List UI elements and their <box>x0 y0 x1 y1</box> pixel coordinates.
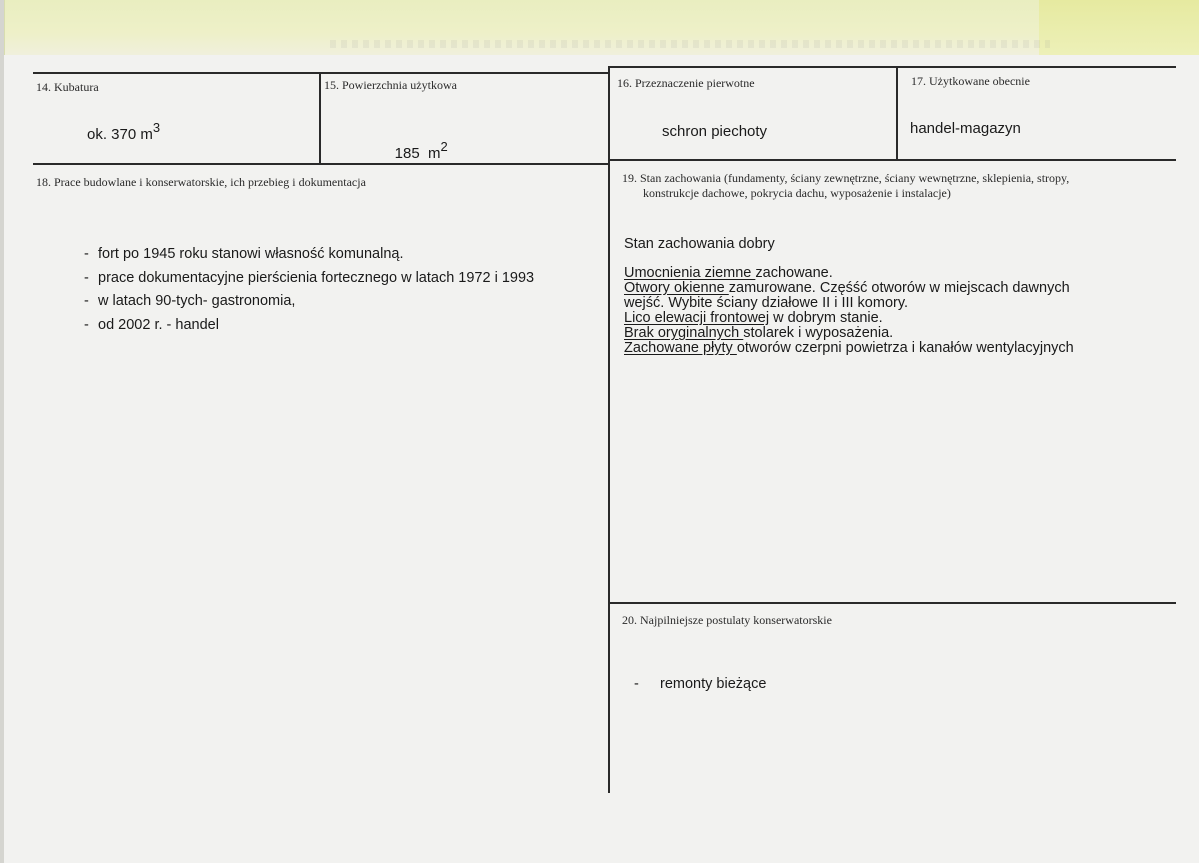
field-20-item-text: remonty bieżące <box>660 676 767 692</box>
field-15-unit-exponent: 2 <box>440 139 448 154</box>
detail-line <box>624 326 1124 341</box>
tape-faint-writing <box>330 40 1050 48</box>
field-17-value: handel-magazyn <box>910 120 1021 137</box>
field-18-label: 18. Prace budowlane i konserwatorskie, ich przebieg i dokumentacja <box>36 175 366 189</box>
detail-underlined: Zachowane płyty <box>624 340 737 356</box>
bullet-dash: - <box>84 316 89 333</box>
list-item <box>84 243 534 267</box>
grid-line-top-left <box>33 72 610 74</box>
field-17-label: 17. Użytkowane obecnie <box>911 74 1030 88</box>
detail-underlined: Otwory okienne <box>624 280 729 296</box>
detail-text: stolarek i wyposażenia. <box>743 325 894 341</box>
list-item-text: w latach 90-tych- gastronomia, <box>98 293 296 309</box>
bullet-dash: - <box>84 246 89 262</box>
list-item-text: fort po 1945 roku stanowi własność komunalną. <box>98 246 404 262</box>
grid-line-row3-right <box>608 602 1176 604</box>
tape-highlight <box>1039 0 1199 55</box>
detail-text: otworów czerpni powietrza i kanałów wentylacyjnych <box>736 340 1074 356</box>
detail-underlined: Umocnienia ziemne <box>624 265 756 281</box>
field-16-label: 16. Przeznaczenie pierwotne <box>617 76 755 90</box>
detail-text: wejść. Wybite ściany działowe II i III komory. <box>624 295 909 311</box>
field-15-value <box>378 128 448 179</box>
detail-line <box>624 266 1124 281</box>
detail-text: zamurowane. Częśść otworów w miejscach dawnych <box>728 280 1070 296</box>
grid-line-row2-right <box>608 159 1176 161</box>
grid-line-col1 <box>319 72 321 164</box>
field-16-value: schron piechoty <box>662 123 768 140</box>
field-14-value-text: ok. 370 m <box>87 126 153 143</box>
field-15-label: 15. Powierzchnia użytkowa <box>324 78 457 92</box>
field-19-summary: Stan zachowania dobry <box>624 236 775 252</box>
field-20-item <box>634 676 766 692</box>
bullet-dash: - <box>84 293 89 309</box>
detail-line <box>624 311 1124 326</box>
field-19-label-line1: 19. Stan zachowania (fundamenty, ściany zewnętrzne, ściany wewnętrzne, sklepienia, stropy, <box>622 171 1070 185</box>
detail-line <box>624 281 1124 296</box>
field-20-label: 20. Najpilniejsze postulaty konserwatorskie <box>622 613 832 627</box>
detail-text: zachowane. <box>755 265 833 281</box>
list-item <box>84 267 534 291</box>
field-19-label-line2: konstrukcje dachowe, pokrycia dachu, wyposażenie i instalacje) <box>643 186 951 200</box>
field-14-value <box>87 120 161 143</box>
list-item-text: prace dokumentacyjne pierścienia fortecznego w latach 1972 i 1993 <box>98 269 535 286</box>
card-edge <box>0 0 4 863</box>
detail-text: w dobrym stanie. <box>769 310 883 326</box>
grid-line-row2-left <box>33 163 610 165</box>
detail-underlined: Lico elewacji frontowej <box>624 310 770 326</box>
detail-line <box>624 296 1124 311</box>
field-18-list <box>84 243 534 337</box>
grid-line-top-right <box>608 66 1176 68</box>
list-item-text: od 2002 r. - handel <box>98 316 219 333</box>
grid-line-col3 <box>896 66 898 160</box>
grid-line-col2 <box>608 68 610 793</box>
field-14-unit-exponent: 3 <box>152 120 161 135</box>
list-item <box>84 290 534 314</box>
field-15-value-text: 185 m <box>394 145 441 162</box>
field-19-details <box>624 266 1124 356</box>
bullet-dash: - <box>634 676 639 692</box>
detail-line <box>624 341 1124 356</box>
detail-underlined: Brak oryginalnych <box>624 325 744 341</box>
bullet-dash: - <box>84 269 89 286</box>
field-14-label: 14. Kubatura <box>36 80 99 94</box>
list-item <box>84 314 534 338</box>
